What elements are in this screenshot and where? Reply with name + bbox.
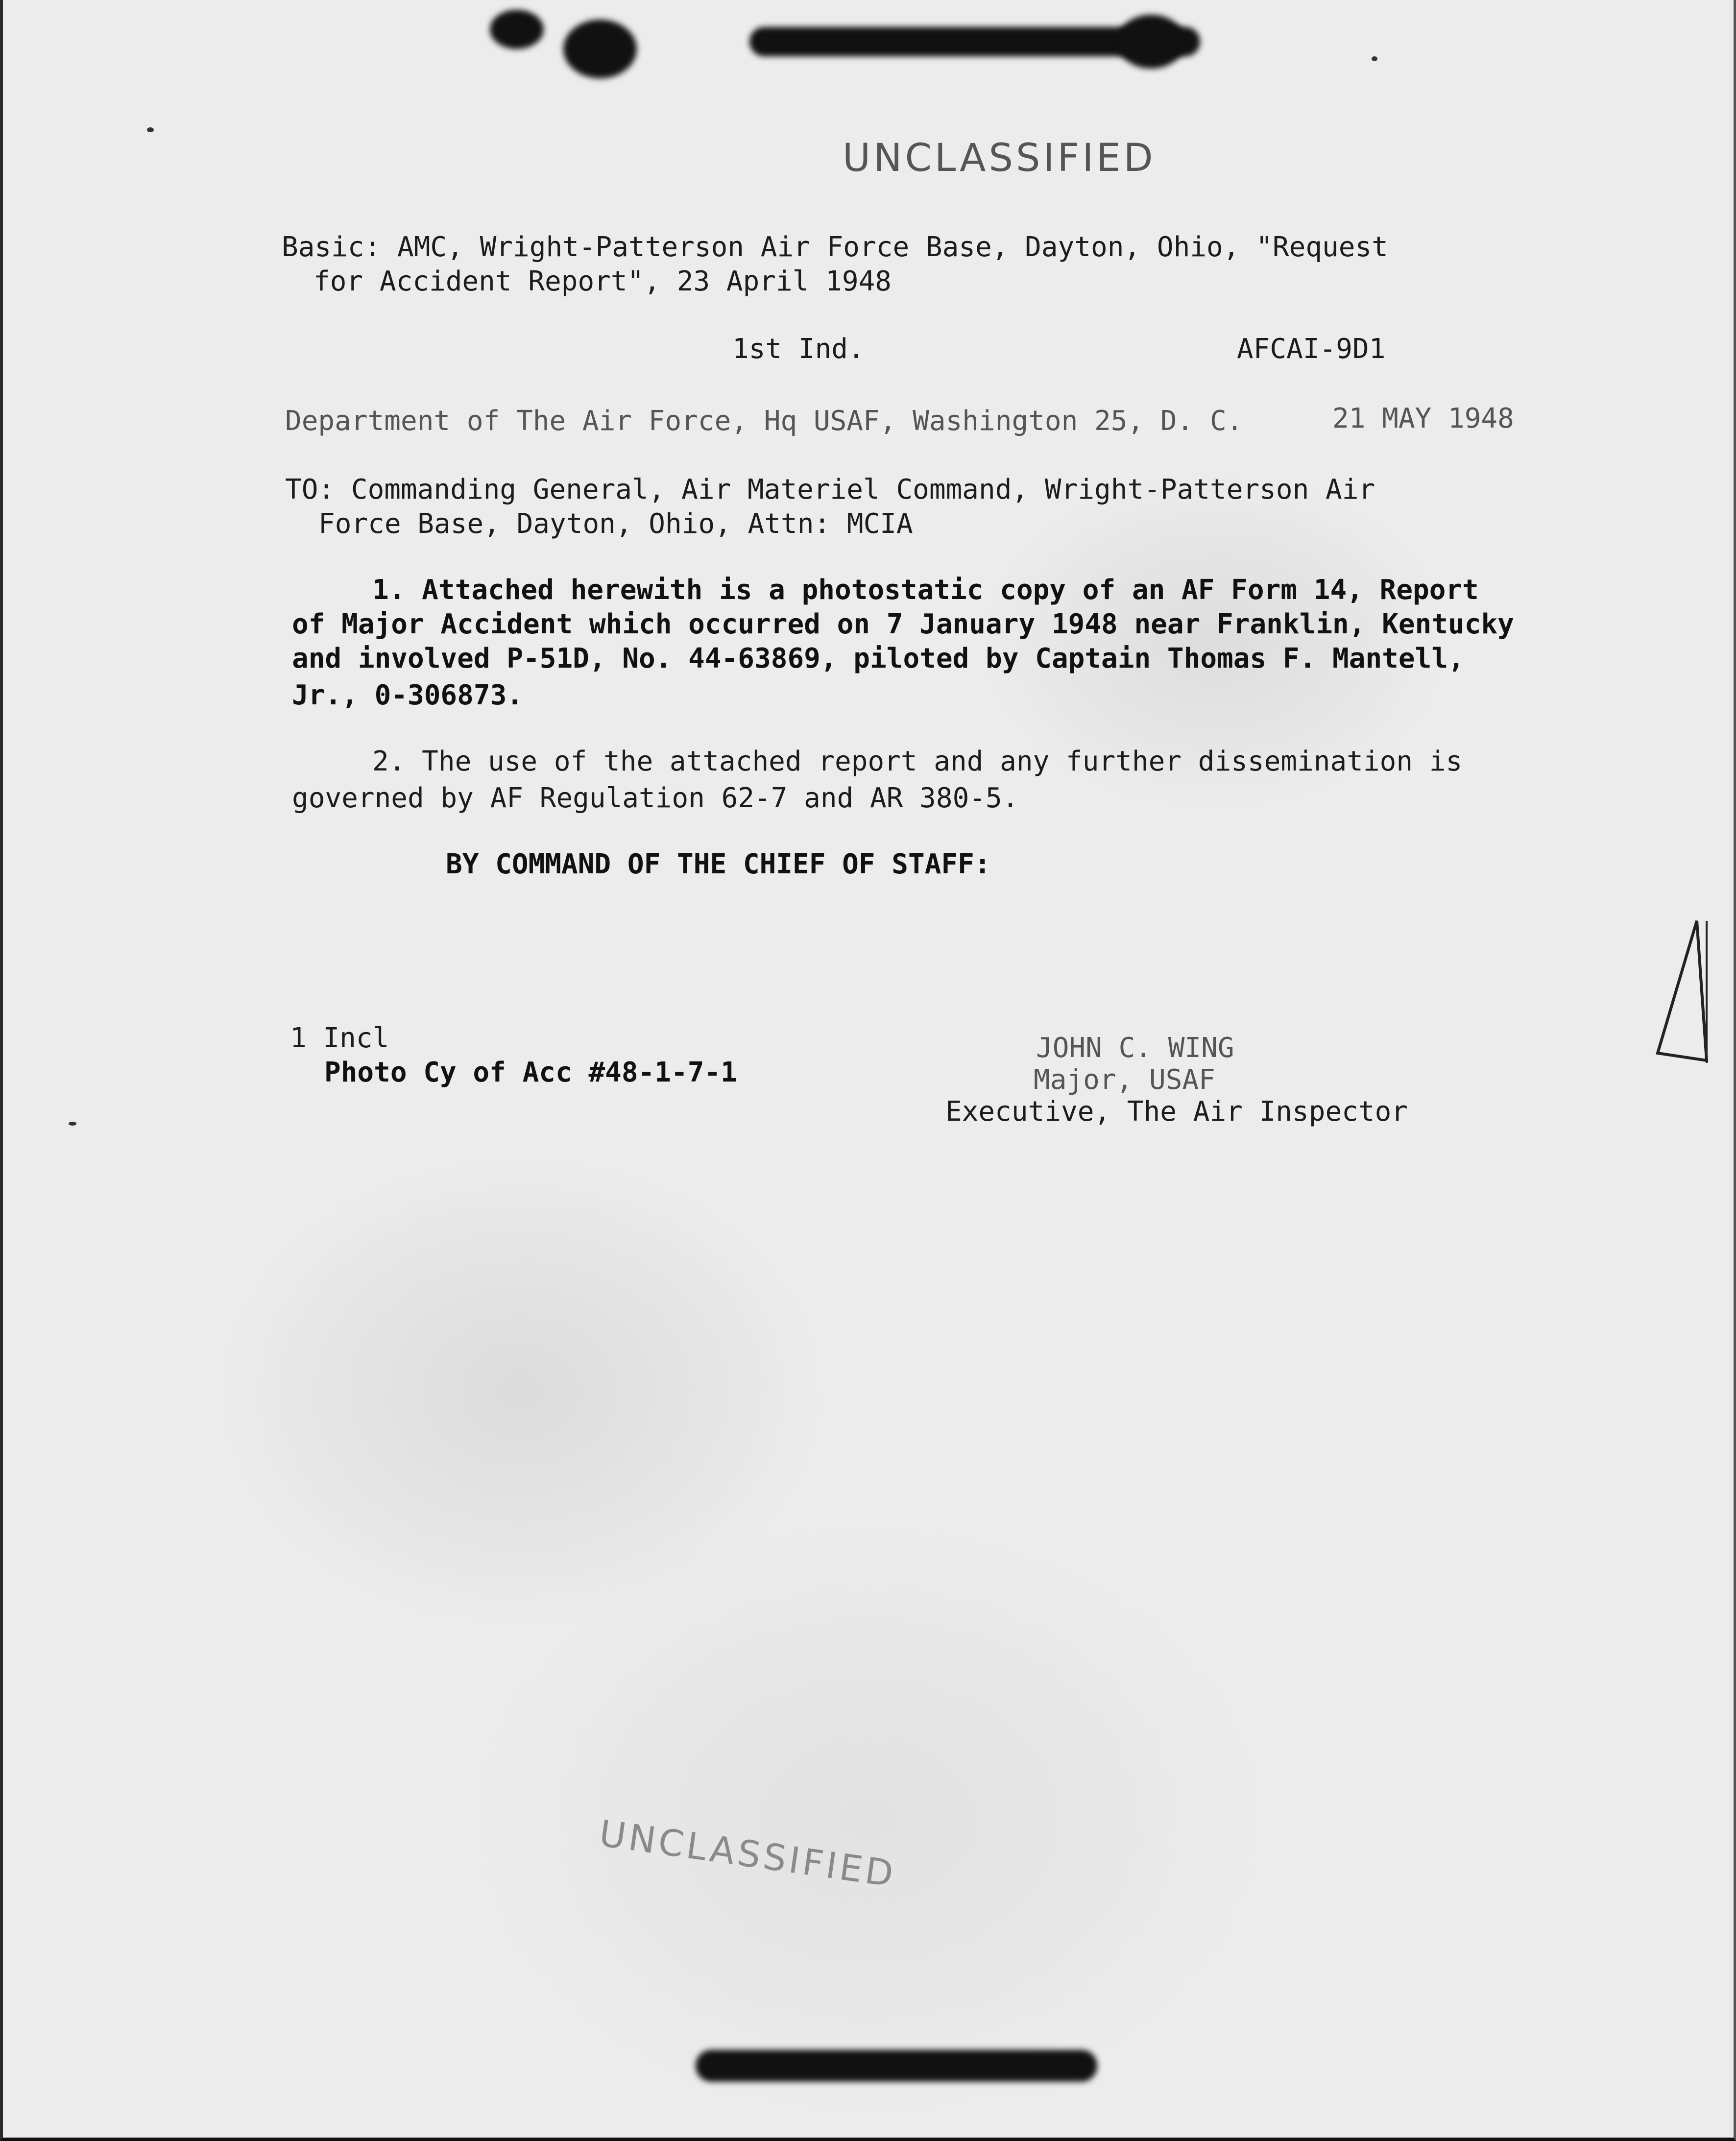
paragraph-1-line-1: 1. Attached herewith is a photostatic copy of an AF Form 14, Report: [372, 574, 1479, 606]
to-line-1: TO: Commanding General, Air Materiel Command, Wright-Patterson Air: [285, 474, 1375, 505]
paragraph-2-line-1: 2. The use of the attached report and any further dissemination is: [372, 746, 1463, 777]
command-line: BY COMMAND OF THE CHIEF OF STAFF:: [446, 848, 991, 880]
speck: [69, 1122, 76, 1126]
file-code: AFCAI-9D1: [1237, 333, 1386, 365]
to-line-2: Force Base, Dayton, Ohio, Attn: MCIA: [318, 508, 913, 540]
signer-name: JOHN C. WING: [1036, 1032, 1234, 1064]
date-stamp: 21 MAY 1948: [1332, 403, 1514, 434]
top-smudge-left: [490, 10, 544, 49]
inclosure-count: 1 Incl: [290, 1022, 389, 1054]
from-line: Department of The Air Force, Hq USAF, Washington 25, D. C.: [285, 405, 1243, 437]
speck: [1372, 56, 1377, 61]
signer-rank: Major, USAF: [1034, 1064, 1215, 1096]
paragraph-1-line-3: and involved P-51D, No. 44-63869, piloted by Captain Thomas F. Mantell,: [292, 643, 1465, 674]
paper-tab-mark: [1648, 916, 1716, 1068]
top-smudge-left-2: [563, 20, 637, 78]
classification-stamp-top: UNCLASSIFIED: [843, 136, 1156, 180]
top-smudge-right: [1117, 15, 1185, 69]
speck: [147, 127, 154, 132]
basic-reference-line-2: for Accident Report", 23 April 1948: [313, 265, 892, 297]
inclosure-description: Photo Cy of Acc #48-1-7-1: [324, 1057, 737, 1088]
basic-reference-line-1: Basic: AMC, Wright-Patterson Air Force Base, Dayton, Ohio, "Request: [282, 231, 1388, 263]
bottom-smudge-bar: [696, 2050, 1097, 2082]
paragraph-2-line-2: governed by AF Regulation 62-7 and AR 380-5.: [292, 782, 1019, 814]
signer-title: Executive, The Air Inspector: [945, 1096, 1408, 1128]
classification-stamp-bottom: UNCLASSIFIED: [597, 1812, 899, 1896]
paragraph-1-line-4: Jr., 0-306873.: [292, 679, 524, 711]
indorsement-label: 1st Ind.: [732, 333, 865, 365]
paragraph-1-line-2: of Major Accident which occurred on 7 January 1948 near Franklin, Kentucky: [292, 608, 1514, 640]
